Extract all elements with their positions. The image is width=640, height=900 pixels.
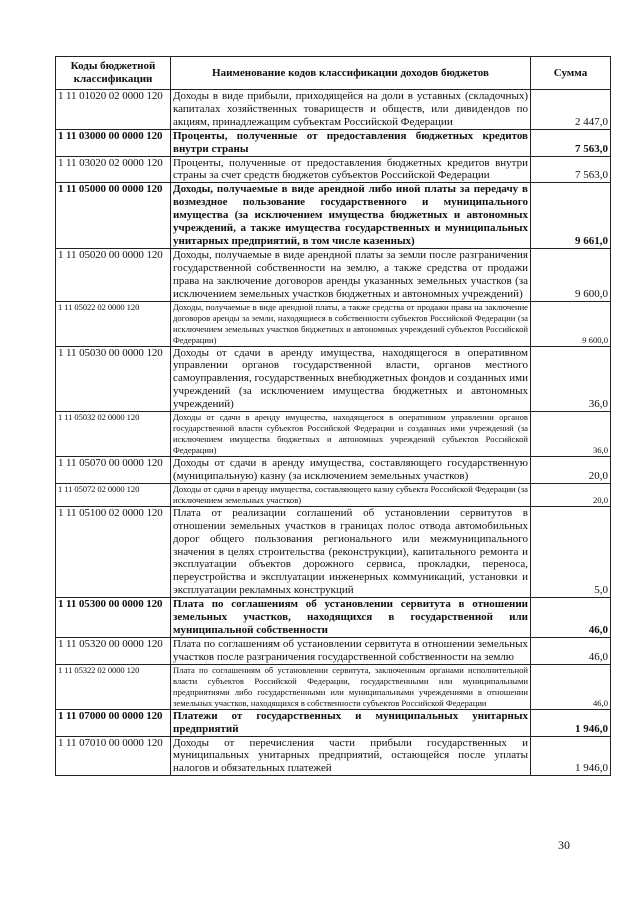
row-sum: 9 661,0 <box>531 183 611 249</box>
row-sum: 1 946,0 <box>531 736 611 776</box>
row-sum: 36,0 <box>531 346 611 412</box>
row-code: 1 11 05022 02 0000 120 <box>56 301 171 346</box>
row-code: 1 11 05032 02 0000 120 <box>56 412 171 457</box>
table-row <box>56 598 611 638</box>
table-row <box>56 736 611 776</box>
row-name: Доходы от сдачи в аренду имущества, находящегося в оперативном управлении органов государственной власти, органов местного самоуправления, государственных внебюджетных фондов и созданных ими учреждений (за исключением имущества бюджетных и автономных учреждений) <box>171 346 531 412</box>
row-code: 1 11 07010 00 0000 120 <box>56 736 171 776</box>
revenue-classification-table <box>55 56 611 776</box>
row-name: Доходы от сдачи в аренду имущества, составляющего казну субъекта Российской Федерации (за исключением земельных участков) <box>171 483 531 506</box>
table-row <box>56 248 611 301</box>
row-code: 1 11 05020 00 0000 120 <box>56 248 171 301</box>
row-name: Плата по соглашениям об установлении сервитута, заключенным органами исполнительной власти субъектов Российской Федерации, государственными или муниципальными предприятиями либо государственными или муниципальными учреждениями в отношении земельных участков, находящихся в собственности субъектов Российской Федерации <box>171 664 531 709</box>
table-row <box>56 129 611 156</box>
row-code: 1 11 01020 02 0000 120 <box>56 90 171 130</box>
row-sum: 5,0 <box>531 506 611 597</box>
row-name: Плата по соглашениям об установлении сервитута в отношении земельных участков после разграничения государственной собственности на землю <box>171 637 531 664</box>
row-sum: 36,0 <box>531 412 611 457</box>
row-name: Плата от реализации соглашений об установлении сервитутов в отношении земельных участков в границах полос отвода автомобильных дорог общего пользования регионального или межмуниципального значения в целях строительства (реконструкции), капитального ремонта и эксплуатации объектов дорожного сервиса, прокладки, переноса, переустройства и эксплуатации инженерных коммуникаций, установки и эксплуатации рекламных конструкций <box>171 506 531 597</box>
row-code: 1 11 05322 02 0000 120 <box>56 664 171 709</box>
table-row <box>56 664 611 709</box>
row-code: 1 11 05072 02 0000 120 <box>56 483 171 506</box>
row-code: 1 11 05030 00 0000 120 <box>56 346 171 412</box>
row-name: Плата по соглашениям об установлении сервитута в отношении земельных участков, находящихся в государственной или муниципальной собственности <box>171 598 531 638</box>
row-sum: 20,0 <box>531 483 611 506</box>
row-sum: 9 600,0 <box>531 248 611 301</box>
row-name: Проценты, полученные от предоставления бюджетных кредитов внутри страны за счет средств бюджетов субъектов Российской Федерации <box>171 156 531 183</box>
row-code: 1 11 05000 00 0000 120 <box>56 183 171 249</box>
table-row <box>56 709 611 736</box>
row-code: 1 11 07000 00 0000 120 <box>56 709 171 736</box>
row-name: Платежи от государственных и муниципальных унитарных предприятий <box>171 709 531 736</box>
row-name: Доходы от перечисления части прибыли государственных и муниципальных унитарных предприятий, остающейся после уплаты налогов и обязательных платежей <box>171 736 531 776</box>
table-row <box>56 637 611 664</box>
table-row <box>56 183 611 249</box>
row-sum: 7 563,0 <box>531 129 611 156</box>
table-row <box>56 90 611 130</box>
table-row <box>56 346 611 412</box>
page-number: 30 <box>558 838 570 852</box>
row-sum: 2 447,0 <box>531 90 611 130</box>
header-sum: Сумма <box>531 57 611 90</box>
row-sum: 9 600,0 <box>531 301 611 346</box>
table-row <box>56 412 611 457</box>
row-code: 1 11 05320 00 0000 120 <box>56 637 171 664</box>
row-name: Доходы, получаемые в виде арендной платы за земли после разграничения государственной собственности на землю, а также средства от продажи права на заключение договоров аренды указанных земельных участков (за исключением земельных участков бюджетных и автономных учреждений) <box>171 248 531 301</box>
row-code: 1 11 03000 00 0000 120 <box>56 129 171 156</box>
header-code: Коды бюджетной классификации <box>56 57 171 90</box>
table-row <box>56 457 611 484</box>
row-code: 1 11 05100 02 0000 120 <box>56 506 171 597</box>
row-name: Доходы от сдачи в аренду имущества, составляющего государственную (муниципальную) казну (за исключением земельных участков) <box>171 457 531 484</box>
row-sum: 1 946,0 <box>531 709 611 736</box>
row-name: Доходы в виде прибыли, приходящейся на доли в уставных (складочных) капиталах хозяйственных товариществ и обществ, или дивидендов по акциям, принадлежащим субъектам Российской Федерации <box>171 90 531 130</box>
row-sum: 46,0 <box>531 637 611 664</box>
row-sum: 46,0 <box>531 664 611 709</box>
table-header-row <box>56 57 611 90</box>
row-code: 1 11 05070 00 0000 120 <box>56 457 171 484</box>
table-row <box>56 506 611 597</box>
row-name: Доходы от сдачи в аренду имущества, находящегося в оперативном управлении органов государственной власти субъектов Российской Федерации и созданных ими учреждений (за исключением имущества бюджетных и автономных учреждений субъектов Российской Федерации) <box>171 412 531 457</box>
row-name: Проценты, полученные от предоставления бюджетных кредитов внутри страны <box>171 129 531 156</box>
row-name: Доходы, получаемые в виде арендной либо иной платы за передачу в возмездное пользование государственного и муниципального имущества (за исключением имущества бюджетных и автономных учреждений, а также имущества государственных и муниципальных унитарных предприятий, в том числе казенных) <box>171 183 531 249</box>
row-sum: 20,0 <box>531 457 611 484</box>
table-row <box>56 156 611 183</box>
row-sum: 7 563,0 <box>531 156 611 183</box>
row-code: 1 11 05300 00 0000 120 <box>56 598 171 638</box>
table-row <box>56 483 611 506</box>
table-row <box>56 301 611 346</box>
row-name: Доходы, получаемые в виде арендной платы, а также средства от продажи права на заключение договоров аренды за земли, находящиеся в собственности субъектов Российской Федерации (за исключением земельных участков бюджетных и автономных учреждений субъектов Российской Федерации) <box>171 301 531 346</box>
row-sum: 46,0 <box>531 598 611 638</box>
row-code: 1 11 03020 02 0000 120 <box>56 156 171 183</box>
header-name: Наименование кодов классификации доходов бюджетов <box>171 57 531 90</box>
